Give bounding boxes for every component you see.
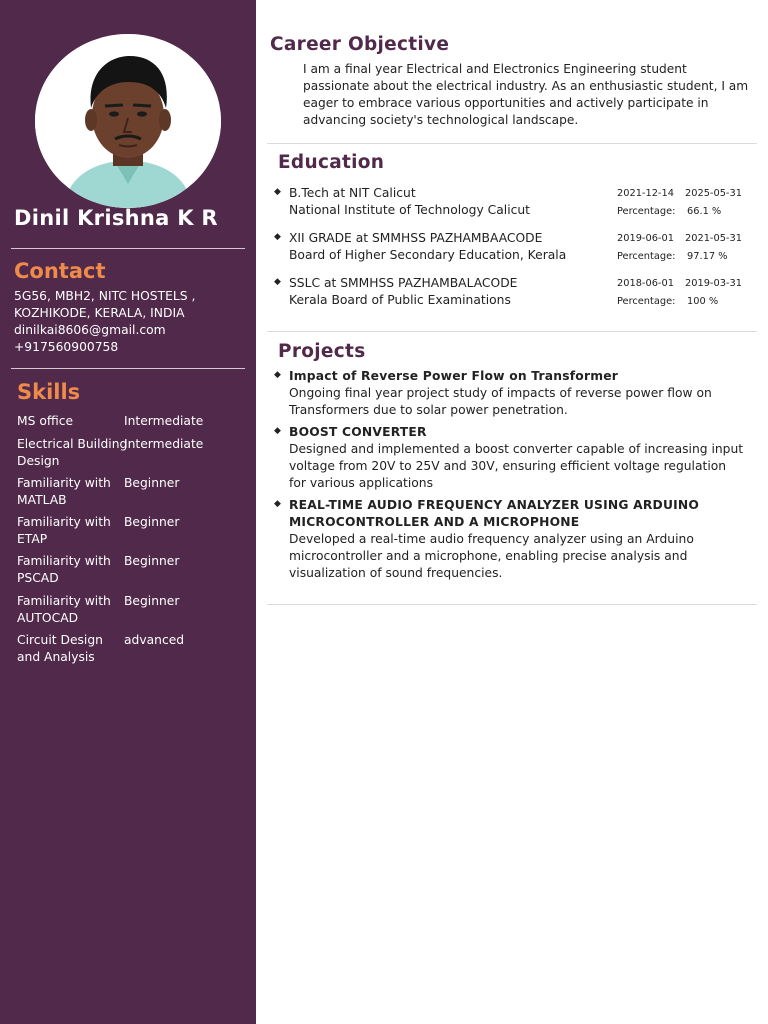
skill-level: advanced (124, 633, 185, 647)
sidebar (0, 0, 256, 1024)
skill-name: Electrical Building Design (17, 437, 128, 468)
contact-phone[interactable]: +917560900758 (14, 340, 119, 354)
education-title: SSLC at SMMHSS PAZHAMBALACODE (289, 276, 518, 290)
contact-heading: Contact (14, 259, 106, 283)
education-start-date: 2019-06-01 (617, 233, 674, 244)
education-title: B.Tech at NIT Calicut (289, 186, 416, 200)
education-end-date: 2025-05-31 (685, 188, 742, 199)
percentage-label: Percentage: (617, 296, 676, 307)
education-end-date: 2019-03-31 (685, 278, 742, 289)
education-percentage: 66.1 % (687, 206, 722, 217)
project-description: Designed and implemented a boost converter capable of increasing input voltage from 20V to 25V and 30V, ensuring efficient voltage regulation for various applications (289, 442, 744, 490)
skill-name: MS office (17, 414, 74, 428)
bullet-icon: ◆ (274, 499, 281, 509)
project-title: REAL-TIME AUDIO FREQUENCY ANALYZER USING ARDUINO MICROCONTROLLER AND A MICROPHONE (289, 498, 700, 529)
education-institution: National Institute of Technology Calicut (289, 203, 531, 217)
objective-text: I am a final year Electrical and Electronics Engineering student passionate about the electrical industry. As an enthusiastic student, I am eager to embrace various opportunities and actively participate in advancing society's technological landscape. (303, 62, 749, 127)
project-description: Developed a real-time audio frequency analyzer using an Arduino microcontroller and a microphone, enabling precise analysis and visualization of sound frequencies. (289, 532, 694, 580)
education-institution: Board of Higher Secondary Education, Kerala (289, 248, 567, 262)
profile-photo (35, 34, 221, 208)
project-title: BOOST CONVERTER (289, 425, 427, 439)
projects-heading: Projects (278, 341, 366, 362)
objective-heading: Career Objective (270, 34, 450, 55)
skill-level: Beginner (124, 476, 180, 490)
skill-level: Intermediate (124, 437, 204, 451)
skill-name: Circuit Design and Analysis (17, 633, 103, 664)
education-institution: Kerala Board of Public Examinations (289, 293, 511, 307)
skill-name: Familiarity with AUTOCAD (17, 594, 111, 625)
sidebar-divider (11, 248, 245, 249)
contact-address-line2: KOZHIKODE, KERALA, INDIA (14, 306, 185, 320)
education-heading: Education (278, 152, 385, 173)
skill-name: Familiarity with MATLAB (17, 476, 111, 507)
skill-level: Beginner (124, 515, 180, 529)
skill-level: Beginner (124, 554, 180, 568)
sidebar-divider (11, 368, 245, 369)
main-content (256, 0, 768, 1024)
education-title: XII GRADE at SMMHSS PAZHAMBAACODE (289, 231, 543, 245)
skill-level: Intermediate (124, 414, 204, 428)
bullet-icon: ◆ (274, 277, 281, 287)
education-end-date: 2021-05-31 (685, 233, 742, 244)
project-description: Ongoing final year project study of impacts of reverse power flow on Transformers due to solar power penetration. (289, 386, 712, 417)
contact-address-line1: 5G56, MBH2, NITC HOSTELS , (14, 289, 196, 303)
skills-heading: Skills (17, 380, 81, 404)
bullet-icon: ◆ (274, 426, 281, 436)
skill-level: Beginner (124, 594, 180, 608)
percentage-label: Percentage: (617, 206, 676, 217)
education-start-date: 2018-06-01 (617, 278, 674, 289)
section-divider (267, 331, 757, 332)
section-divider (267, 143, 757, 144)
percentage-label: Percentage: (617, 251, 676, 262)
skill-name: Familiarity with PSCAD (17, 554, 111, 585)
bullet-icon: ◆ (274, 232, 281, 242)
section-divider (267, 604, 757, 605)
bullet-icon: ◆ (274, 187, 281, 197)
education-percentage: 97.17 % (687, 251, 728, 262)
profile-name: Dinil Krishna K R (14, 206, 218, 230)
bullet-icon: ◆ (274, 370, 281, 380)
project-title: Impact of Reverse Power Flow on Transformer (289, 369, 619, 383)
education-percentage: 100 % (687, 296, 719, 307)
education-start-date: 2021-12-14 (617, 188, 674, 199)
contact-email[interactable]: dinilkai8606@gmail.com (14, 323, 166, 337)
skill-name: Familiarity with ETAP (17, 515, 111, 546)
